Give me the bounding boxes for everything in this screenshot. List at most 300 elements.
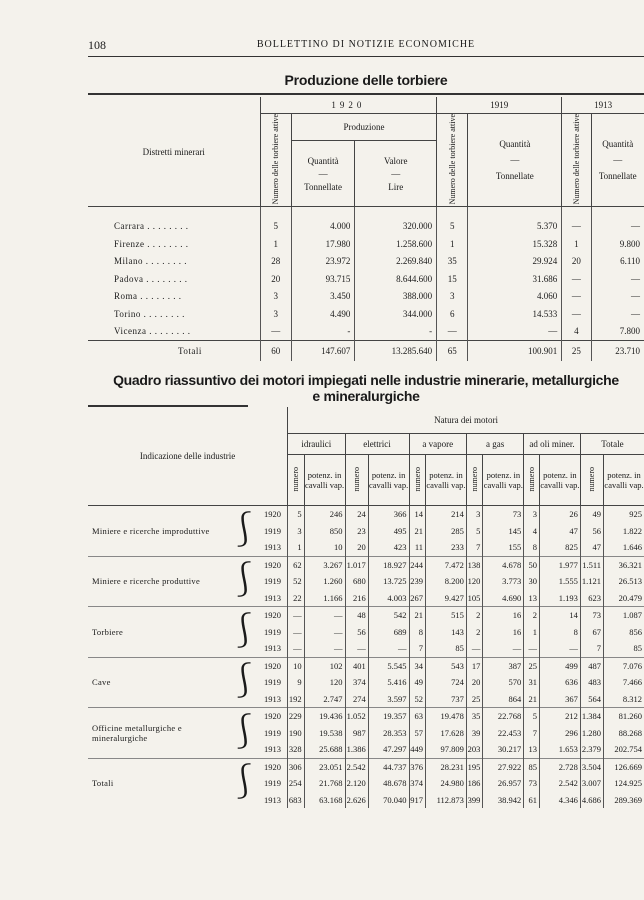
value-cell: 1.822 xyxy=(604,523,644,540)
value-cell: 564 xyxy=(580,691,603,708)
value-cell: 737 xyxy=(426,691,467,708)
total-v20: 13.285.640 xyxy=(355,340,437,361)
total-n20: 60 xyxy=(260,340,291,361)
total-q19: 100.901 xyxy=(468,340,562,361)
value-cell: 1.017 xyxy=(345,556,368,573)
value-cell: 13 xyxy=(524,741,540,758)
value-cell: 14 xyxy=(539,607,580,624)
cell-q19: 4.060 xyxy=(468,287,562,305)
running-header xyxy=(88,38,644,54)
page-number: 108 xyxy=(88,38,106,52)
col-quantity-1913 xyxy=(591,114,644,207)
year-cell: 1913 xyxy=(263,643,281,654)
table1-top-rule xyxy=(88,93,644,95)
value-cell: 212 xyxy=(539,708,580,725)
year-cell: 1913 xyxy=(263,794,281,805)
motor-group-header: idraulici xyxy=(288,434,345,455)
value-cell: 1.052 xyxy=(345,708,368,725)
unit-lire: Lire xyxy=(388,181,404,192)
value-cell: 8.312 xyxy=(604,691,644,708)
value-cell: 85 xyxy=(604,640,644,657)
value-cell: 3.597 xyxy=(368,691,409,708)
year-cell: 1920 xyxy=(262,506,288,523)
value-cell: 25 xyxy=(466,691,483,708)
value-cell: 19.436 xyxy=(304,708,345,725)
value-cell: 31 xyxy=(524,674,540,691)
value-cell: 216 xyxy=(345,590,368,607)
cell-q13: 6.110 xyxy=(591,252,644,270)
sub-potenz: potenz. in cavalli vap. xyxy=(539,455,580,506)
value-cell: 542 xyxy=(368,607,409,624)
district-name xyxy=(88,235,260,253)
value-cell: 44.737 xyxy=(368,758,409,775)
value-cell: 73 xyxy=(524,775,540,792)
value-cell: 35 xyxy=(466,708,483,725)
value-cell: 987 xyxy=(345,725,368,742)
value-cell: 289.369 xyxy=(604,792,644,809)
value-cell: 7 xyxy=(409,640,426,657)
unit-tonn: Tonnellate xyxy=(598,171,637,182)
cell-q13: — xyxy=(591,305,644,323)
table2-title-line2: e mineralurgiche xyxy=(312,388,420,404)
year-cell: 1920 xyxy=(262,556,288,573)
value-cell: 543 xyxy=(426,657,467,674)
value-cell: 20 xyxy=(466,674,483,691)
value-cell: 2.626 xyxy=(345,792,368,809)
cell-q20: 93.715 xyxy=(291,270,355,288)
value-cell: — xyxy=(288,624,305,641)
cell-v20: 2.269.840 xyxy=(355,252,437,270)
table-row xyxy=(88,235,644,253)
motor-group-header: ad oli miner. xyxy=(524,434,581,455)
col-year-1919: 1919 xyxy=(437,97,562,114)
district-label: Carrara . . . xyxy=(114,221,188,231)
cell-n20: 20 xyxy=(260,270,291,288)
value-cell: 190 xyxy=(288,725,305,742)
value-cell: 495 xyxy=(368,523,409,540)
cell-v20: 1.258.600 xyxy=(355,235,437,253)
table-row xyxy=(88,287,644,305)
value-cell: 85 xyxy=(524,758,540,775)
table1-title: Produzione delle torbiere xyxy=(284,72,448,88)
col-quantity-1919 xyxy=(468,114,562,207)
value-cell: 124.925 xyxy=(604,775,644,792)
value-cell: 21 xyxy=(409,523,426,540)
cell-n20: 3 xyxy=(260,287,291,305)
value-cell: 2.747 xyxy=(304,691,345,708)
cell-n19: 1 xyxy=(437,235,468,253)
value-cell: 57 xyxy=(409,725,426,742)
cell-n20: 3 xyxy=(260,305,291,323)
value-cell: 10 xyxy=(288,657,305,674)
brace: ⎰ xyxy=(226,556,262,607)
value-cell: 864 xyxy=(483,691,524,708)
value-cell: 16 xyxy=(483,607,524,624)
value-cell: 244 xyxy=(409,556,426,573)
value-cell: 30 xyxy=(524,573,540,590)
cell-q20: 4.490 xyxy=(291,305,355,323)
value-cell: 18.927 xyxy=(368,556,409,573)
value-cell: 8.200 xyxy=(426,573,467,590)
district-label: Vicenza . . . xyxy=(114,326,190,336)
value-cell: 49 xyxy=(409,674,426,691)
value-cell: 401 xyxy=(345,657,368,674)
value-cell: 22 xyxy=(288,590,305,607)
value-label: Valore xyxy=(384,155,408,166)
brace: ⎰ xyxy=(226,607,262,658)
cell-n13: — xyxy=(562,270,591,288)
value-cell: 1.166 xyxy=(304,590,345,607)
value-cell: 296 xyxy=(539,725,580,742)
sub-numero xyxy=(409,455,426,506)
value-cell: 1.646 xyxy=(604,539,644,556)
value-cell: 689 xyxy=(368,624,409,641)
value-cell: 623 xyxy=(580,590,603,607)
value-cell: 5 xyxy=(466,523,483,540)
value-cell: 5 xyxy=(288,506,305,523)
value-cell: 3.007 xyxy=(580,775,603,792)
year-cell: 1920 xyxy=(262,607,288,624)
year-cell: 1913 xyxy=(263,693,281,704)
value-cell: 28.353 xyxy=(368,725,409,742)
value-cell: 145 xyxy=(483,523,524,540)
cell-q20: - xyxy=(291,322,355,340)
table-row xyxy=(88,305,644,323)
year-cell: 1919 xyxy=(263,626,281,637)
value-cell: — xyxy=(304,624,345,641)
value-cell: 487 xyxy=(580,657,603,674)
value-cell: 285 xyxy=(426,523,467,540)
value-cell: 38.942 xyxy=(483,792,524,809)
peat-production-table xyxy=(88,97,644,361)
unit-tonn: Tonnellate xyxy=(304,181,343,192)
table-row xyxy=(88,556,644,573)
value-cell: 67 xyxy=(580,624,603,641)
value-cell: 105 xyxy=(466,590,483,607)
cell-n19: 15 xyxy=(437,270,468,288)
sub-numero xyxy=(345,455,368,506)
total-n19: 65 xyxy=(437,340,468,361)
value-cell: 195 xyxy=(466,758,483,775)
table-row xyxy=(88,252,644,270)
district-name xyxy=(88,270,260,288)
sub-numero-label: numero xyxy=(412,466,422,492)
value-cell: 306 xyxy=(288,758,305,775)
value-cell: 143 xyxy=(426,624,467,641)
value-cell: 1 xyxy=(288,539,305,556)
district-name xyxy=(88,252,260,270)
table-row xyxy=(88,506,644,523)
motor-group-header: a vapore xyxy=(409,434,466,455)
col-year-1920: 1920 xyxy=(260,97,437,114)
cell-q13: 9.800 xyxy=(591,235,644,253)
cell-n20: — xyxy=(260,322,291,340)
district-name xyxy=(88,287,260,305)
table-row xyxy=(88,657,644,674)
col-nature: Natura dei motori xyxy=(288,407,644,434)
value-cell: 2 xyxy=(466,607,483,624)
value-cell: 50 xyxy=(524,556,540,573)
district-name xyxy=(88,322,260,340)
cell-q20: 4.000 xyxy=(291,207,355,235)
cell-q19: 31.686 xyxy=(468,270,562,288)
value-cell: 34 xyxy=(409,657,426,674)
value-cell: 1.977 xyxy=(539,556,580,573)
value-cell: 366 xyxy=(368,506,409,523)
value-cell: 7 xyxy=(524,725,540,742)
dash: — xyxy=(613,155,623,166)
value-cell: 267 xyxy=(409,590,426,607)
cell-n20: 5 xyxy=(260,207,291,235)
value-cell: 850 xyxy=(304,523,345,540)
value-cell: 8 xyxy=(524,539,540,556)
value-cell: 25 xyxy=(524,657,540,674)
value-cell: 233 xyxy=(426,539,467,556)
value-cell: 49 xyxy=(580,506,603,523)
industry-name: Miniere e ricerche produttive xyxy=(88,556,226,607)
value-cell: 4.690 xyxy=(483,590,524,607)
sub-numero-label: numero xyxy=(470,466,480,492)
value-cell: 56 xyxy=(345,624,368,641)
value-cell: 4.686 xyxy=(580,792,603,809)
cell-v20: 388.000 xyxy=(355,287,437,305)
sub-potenz: potenz. in cavalli vap. xyxy=(304,455,345,506)
cell-q13: 7.800 xyxy=(591,322,644,340)
value-cell: 20.479 xyxy=(604,590,644,607)
value-cell: 9.427 xyxy=(426,590,467,607)
value-cell: 26 xyxy=(539,506,580,523)
year-cell: 1913 xyxy=(263,542,281,553)
dash: — xyxy=(391,168,401,179)
value-cell: 7.076 xyxy=(604,657,644,674)
cell-v20: 8.644.600 xyxy=(355,270,437,288)
value-cell: 17.628 xyxy=(426,725,467,742)
value-cell: 26.957 xyxy=(483,775,524,792)
sub-potenz: potenz. in cavalli vap. xyxy=(483,455,524,506)
value-cell: 724 xyxy=(426,674,467,691)
totals-label: Totali xyxy=(88,340,260,361)
col-num-active-label: Numero delle torbiere attive xyxy=(271,114,281,205)
value-cell: 63.168 xyxy=(304,792,345,809)
value-cell: 20 xyxy=(345,539,368,556)
value-cell: 1.121 xyxy=(580,573,603,590)
col-num-active-1920 xyxy=(260,114,291,207)
value-cell: 856 xyxy=(604,624,644,641)
table-row xyxy=(88,607,644,624)
cell-n19: 6 xyxy=(437,305,468,323)
district-label: Firenze . . . xyxy=(114,239,189,249)
industry-name: Torbiere xyxy=(88,607,226,658)
table-row xyxy=(88,207,644,235)
value-cell: 47.297 xyxy=(368,741,409,758)
value-cell: 13.725 xyxy=(368,573,409,590)
brace: ⎰ xyxy=(226,506,262,557)
cell-n13: — xyxy=(562,207,591,235)
cell-v20: - xyxy=(355,322,437,340)
value-cell: 917 xyxy=(409,792,426,809)
value-cell: — xyxy=(288,640,305,657)
industry-name: Officine metallurgiche e mineralurgiche xyxy=(88,708,226,759)
value-cell: 5.416 xyxy=(368,674,409,691)
cell-n19: 35 xyxy=(437,252,468,270)
value-cell: 21.768 xyxy=(304,775,345,792)
col-industry: Indicazione delle industrie xyxy=(88,407,288,506)
year-cell: 1913 xyxy=(263,592,281,603)
year-cell: 1920 xyxy=(262,708,288,725)
value-cell: 88.268 xyxy=(604,725,644,742)
quantity-label: Quantità xyxy=(307,155,339,166)
value-cell: 254 xyxy=(288,775,305,792)
sub-numero-label: numero xyxy=(587,466,597,492)
value-cell: 399 xyxy=(466,792,483,809)
value-cell: 73 xyxy=(483,506,524,523)
col-district: Distretti minerari xyxy=(88,97,260,207)
value-cell: 483 xyxy=(580,674,603,691)
table2-body xyxy=(88,506,644,809)
value-cell: 683 xyxy=(288,792,305,809)
cell-q19: 14.533 xyxy=(468,305,562,323)
value-cell: 680 xyxy=(345,573,368,590)
year-cell: 1919 xyxy=(263,677,281,688)
value-cell: 925 xyxy=(604,506,644,523)
cell-v20: 320.000 xyxy=(355,207,437,235)
value-cell: 36.321 xyxy=(604,556,644,573)
cell-n20: 28 xyxy=(260,252,291,270)
motor-group-header: elettrici xyxy=(345,434,409,455)
value-cell: — xyxy=(345,640,368,657)
total-q20: 147.607 xyxy=(291,340,355,361)
industry-name: Miniere e ricerche improduttive xyxy=(88,506,226,557)
cell-v20: 344.000 xyxy=(355,305,437,323)
value-cell: 203 xyxy=(466,741,483,758)
cell-n20: 1 xyxy=(260,235,291,253)
motors-summary-table xyxy=(88,407,644,808)
year-cell: 1919 xyxy=(263,727,281,738)
quantity-label: Quantità xyxy=(499,139,531,150)
sub-numero xyxy=(288,455,305,506)
sub-potenz: potenz. in cavalli vap. xyxy=(426,455,467,506)
value-cell: 3 xyxy=(288,523,305,540)
value-cell: 499 xyxy=(539,657,580,674)
value-cell: 47 xyxy=(580,539,603,556)
year-cell: 1919 xyxy=(263,576,281,587)
year-cell: 1919 xyxy=(263,778,281,789)
value-cell: 192 xyxy=(288,691,305,708)
value-cell: 138 xyxy=(466,556,483,573)
value-cell: 19.357 xyxy=(368,708,409,725)
motor-group-header: Totale xyxy=(580,434,644,455)
cell-n13: 4 xyxy=(562,322,591,340)
value-cell: 246 xyxy=(304,506,345,523)
district-name xyxy=(88,207,260,235)
journal-title: BOLLETTINO DI NOTIZIE ECONOMICHE xyxy=(256,39,476,50)
value-cell: 570 xyxy=(483,674,524,691)
value-cell: 4 xyxy=(524,523,540,540)
total-n13: 25 xyxy=(562,340,591,361)
value-cell: 155 xyxy=(483,539,524,556)
value-cell: 2 xyxy=(524,607,540,624)
value-cell: 3 xyxy=(524,506,540,523)
value-cell: 11 xyxy=(409,539,426,556)
value-cell: 202.754 xyxy=(604,741,644,758)
value-cell: 239 xyxy=(409,573,426,590)
industry-name: Cave xyxy=(88,657,226,708)
value-cell: 22.453 xyxy=(483,725,524,742)
unit-tonn: Tonnellate xyxy=(495,171,534,182)
cell-n13: 20 xyxy=(562,252,591,270)
value-cell: 70.040 xyxy=(368,792,409,809)
cell-q13: — xyxy=(591,270,644,288)
sub-numero xyxy=(524,455,540,506)
year-cell: 1920 xyxy=(262,657,288,674)
total-q13: 23.710 xyxy=(591,340,644,361)
col-num-active-1913 xyxy=(562,114,591,207)
value-cell: 1.386 xyxy=(345,741,368,758)
cell-q19: 29.924 xyxy=(468,252,562,270)
value-cell: 61 xyxy=(524,792,540,809)
value-cell: 1.260 xyxy=(304,573,345,590)
value-cell: 367 xyxy=(539,691,580,708)
value-cell: 3.504 xyxy=(580,758,603,775)
value-cell: 1.280 xyxy=(580,725,603,742)
value-cell: 8 xyxy=(409,624,426,641)
value-cell: — xyxy=(539,640,580,657)
cell-q19: — xyxy=(468,322,562,340)
brace: ⎰ xyxy=(226,758,262,808)
value-cell: 3.773 xyxy=(483,573,524,590)
value-cell: 229 xyxy=(288,708,305,725)
value-cell: 449 xyxy=(409,741,426,758)
value-cell: 52 xyxy=(409,691,426,708)
district-name xyxy=(88,305,260,323)
cell-n13: — xyxy=(562,287,591,305)
dash: — xyxy=(510,155,520,166)
value-cell: 423 xyxy=(368,539,409,556)
year-cell: 1913 xyxy=(263,744,281,755)
value-cell: 63 xyxy=(409,708,426,725)
header-rule xyxy=(88,56,644,57)
sub-numero xyxy=(466,455,483,506)
value-cell: 25.688 xyxy=(304,741,345,758)
value-cell: 3.267 xyxy=(304,556,345,573)
value-cell: 1 xyxy=(524,624,540,641)
value-cell: 328 xyxy=(288,741,305,758)
value-cell: 28.231 xyxy=(426,758,467,775)
value-cell: 2.542 xyxy=(539,775,580,792)
col-year-1913: 1913 xyxy=(562,97,644,114)
value-cell: 274 xyxy=(345,691,368,708)
value-cell: 4.003 xyxy=(368,590,409,607)
sub-numero-label: numero xyxy=(291,466,301,492)
value-cell: 21 xyxy=(409,607,426,624)
value-cell: 1.653 xyxy=(539,741,580,758)
value-cell: 9 xyxy=(288,674,305,691)
year-cell: 1919 xyxy=(263,525,281,536)
value-cell: 17 xyxy=(466,657,483,674)
value-cell: 120 xyxy=(466,573,483,590)
table-row xyxy=(88,758,644,775)
sub-numero-label: numero xyxy=(527,466,537,492)
motor-group-header: a gas xyxy=(466,434,523,455)
table2-title-line1: Quadro riassuntivo dei motori impiegati nelle industrie minerarie, metallurgiche xyxy=(113,372,619,388)
value-cell: 85 xyxy=(426,640,467,657)
year-cell: 1920 xyxy=(262,758,288,775)
value-cell: 1.511 xyxy=(580,556,603,573)
district-label: Torino . . . xyxy=(114,309,185,319)
value-cell: — xyxy=(304,640,345,657)
value-cell: 376 xyxy=(409,758,426,775)
table-row xyxy=(88,708,644,725)
